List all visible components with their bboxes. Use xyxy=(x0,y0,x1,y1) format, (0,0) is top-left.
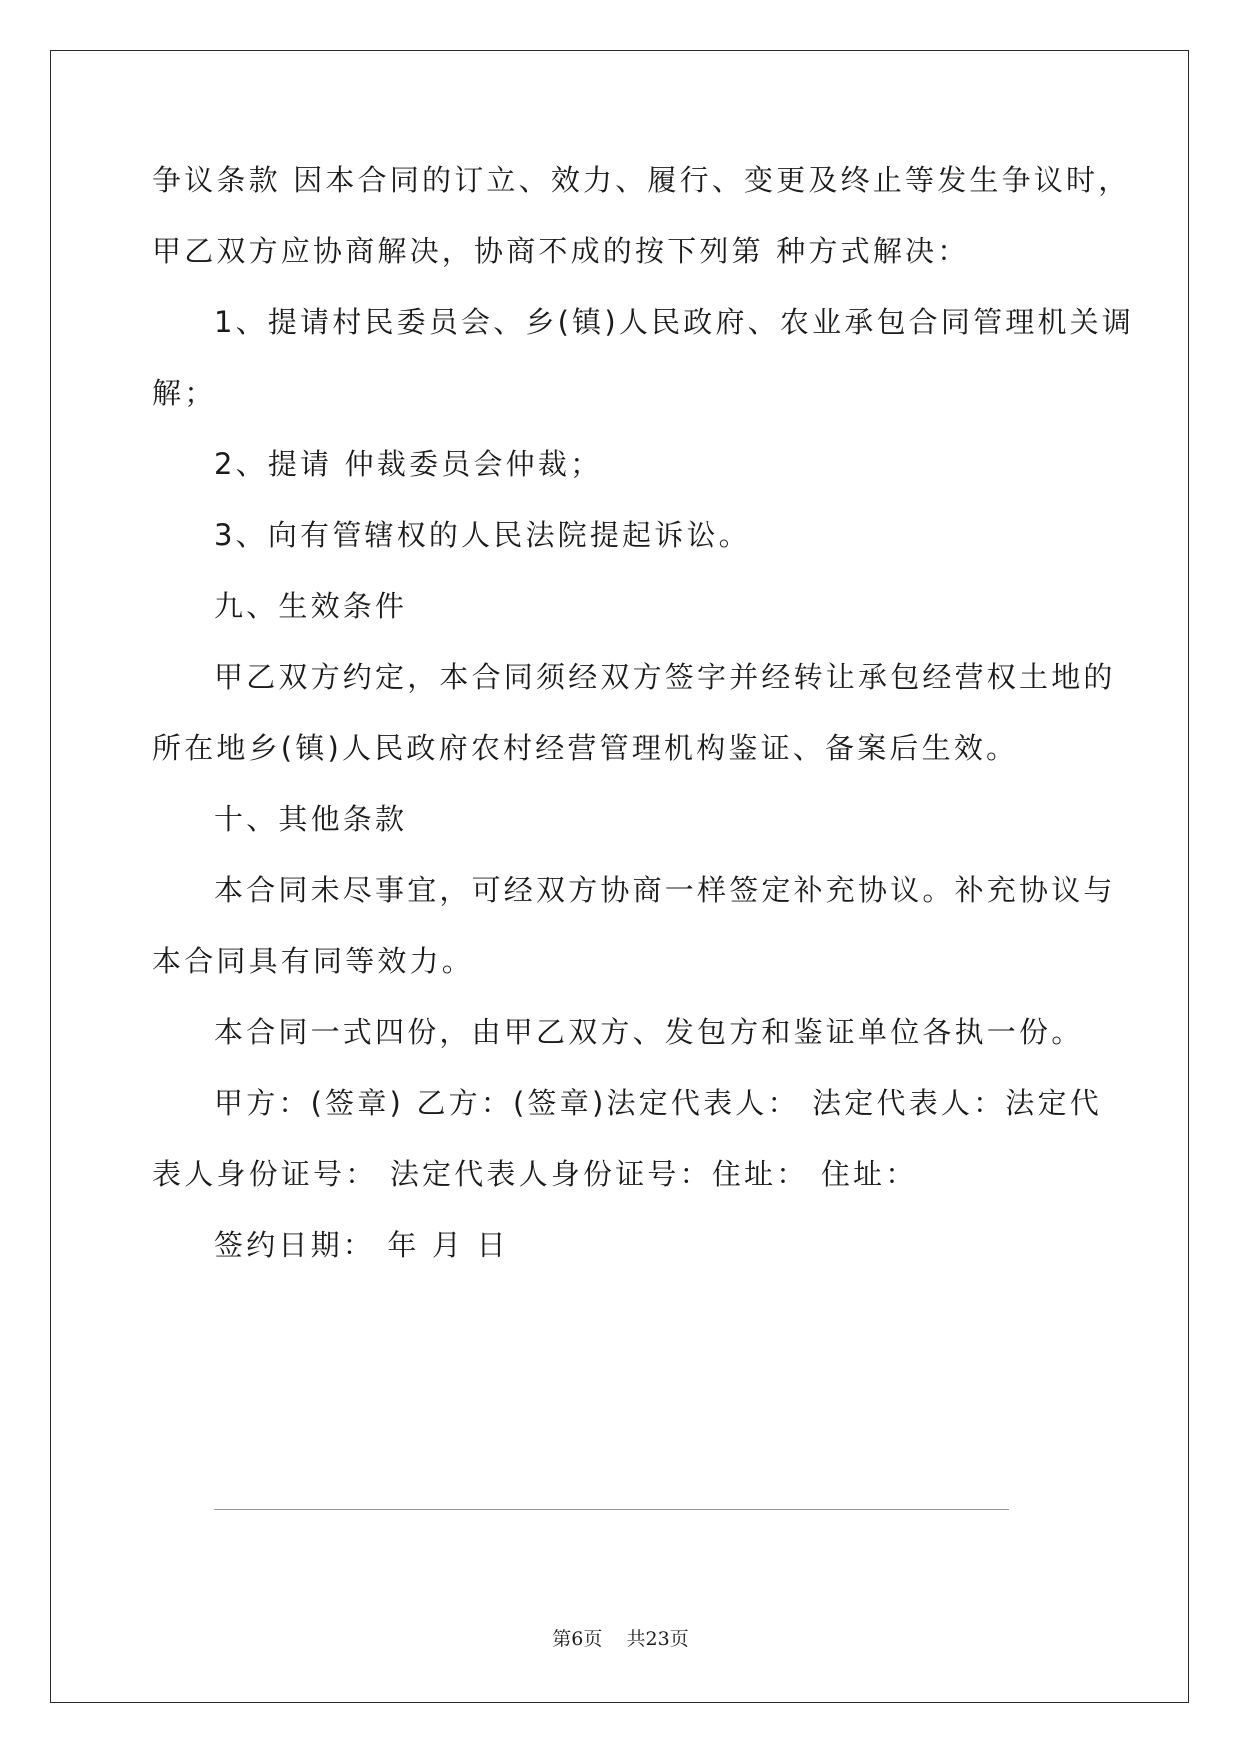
signing-date-text: 签约日期： 年 月 日 xyxy=(214,1228,509,1262)
footer-total-suffix: 页 xyxy=(669,1628,689,1650)
paragraph-text: 本合同未尽事宜，可经双方协商一样签定补充协议。补充协议与 xyxy=(214,873,1116,907)
paragraph-text: 争议条款 因本合同的订立、效力、履行、变更及终止等发生争议时， xyxy=(152,163,1131,197)
list-item-text: 2、提请 仲裁委员会仲裁； xyxy=(214,447,603,481)
paragraph-text: 所在地乡(镇)人民政府农村经营管理机构鉴证、备案后生效。 xyxy=(152,731,1019,765)
list-item-text: 1、提请村民委员会、乡(镇)人民政府、农业承包合同管理机关调 xyxy=(214,305,1135,339)
signature-block-text: 甲方：(签章) 乙方：(签章)法定代表人： 法定代表人：法定代 xyxy=(214,1086,1102,1120)
footer-page-number: 6 xyxy=(571,1628,584,1650)
paragraph-text: 甲乙双方约定，本合同须经双方签字并经转让承包经营权土地的 xyxy=(214,660,1116,694)
list-item-text: 3、向有管辖权的人民法院提起诉讼。 xyxy=(214,518,751,552)
footer-page-prefix: 第 xyxy=(552,1628,572,1650)
section-heading: 十、其他条款 xyxy=(214,802,408,836)
list-item-text: 解； xyxy=(152,376,217,410)
footer-page-suffix: 页 xyxy=(583,1628,603,1650)
separator-line xyxy=(214,1509,1009,1510)
page-footer xyxy=(0,1624,1241,1651)
paragraph-text: 本合同一式四份，由甲乙双方、发包方和鉴证单位各执一份。 xyxy=(214,1015,1084,1049)
paragraph-text: 本合同具有同等效力。 xyxy=(152,944,475,978)
footer-total-prefix: 共 xyxy=(626,1628,646,1650)
footer-total-pages: 23 xyxy=(645,1628,670,1650)
paragraph-text: 甲乙双方应协商解决，协商不成的按下列第 种方式解决： xyxy=(152,234,970,268)
section-heading: 九、生效条件 xyxy=(214,589,408,623)
signature-block-text: 表人身份证号： 法定代表人身份证号：住址： 住址： xyxy=(152,1157,918,1191)
